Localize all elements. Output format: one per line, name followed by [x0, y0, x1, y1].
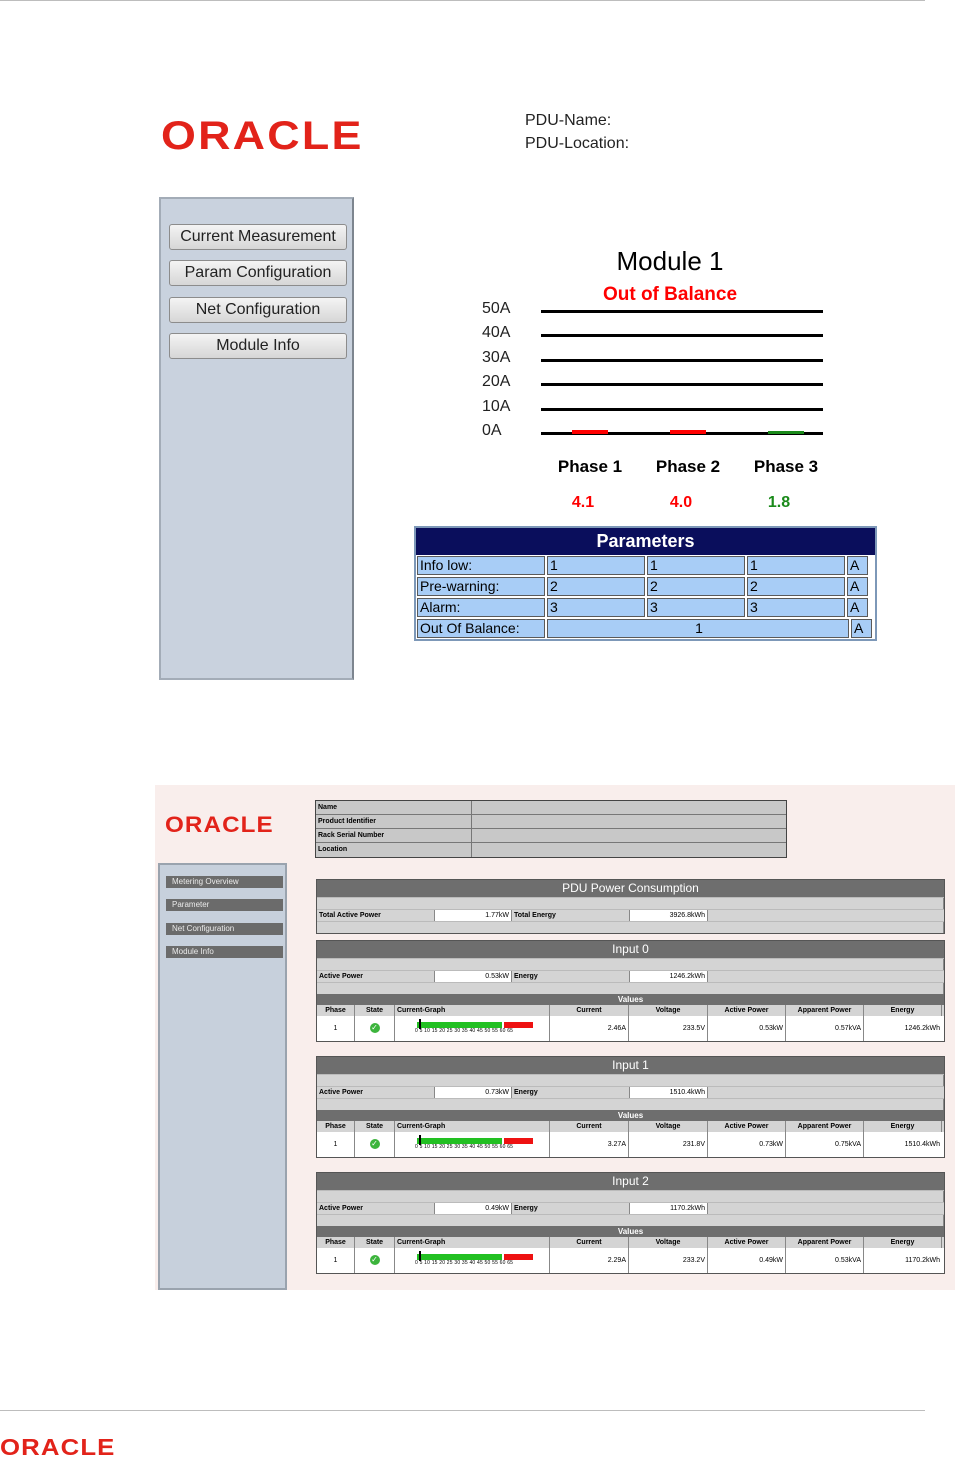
oracle-footer-logo: ORACLE [0, 1434, 116, 1458]
info-location-label: Location [316, 843, 472, 857]
oob-unit: A [851, 619, 872, 638]
phase-value: 4.0 [669, 494, 693, 511]
nav-metering-overview[interactable]: Metering Overview [166, 876, 283, 888]
values-row [317, 1248, 944, 1273]
bottom-rule [0, 1410, 925, 1411]
input-block [316, 1056, 945, 1158]
values-column-header: Current [550, 1237, 629, 1248]
apparent-power-cell: 0.53kVA [786, 1248, 864, 1273]
power-consumption-block [316, 879, 945, 934]
info-serial-label: Rack Serial Number [316, 829, 472, 842]
current-cell: 2.29A [550, 1248, 629, 1273]
values-column-header: Voltage [629, 1005, 708, 1016]
sidebar-small [158, 863, 287, 1290]
apparent-power-cell: 0.75kVA [786, 1132, 864, 1157]
oob-value[interactable]: 1 [547, 619, 849, 638]
energy-value: 1170.2kWh [630, 1203, 708, 1214]
energy-cell: 1510.4kWh [904, 1141, 940, 1148]
graph-scale: 0 5 10 15 20 25 30 35 40 45 50 55 60 65 [415, 1028, 514, 1034]
values-column-header: Phase [317, 1005, 355, 1016]
values-column-header: Apparent Power [786, 1121, 864, 1132]
grid-line [541, 359, 823, 362]
parameter-unit: A [847, 598, 868, 617]
voltage-cell: 233.2V [629, 1248, 708, 1273]
energy-cell: 1170.2kWh [905, 1257, 940, 1264]
values-column-header: Active Power [708, 1121, 786, 1132]
parameter-value[interactable]: 2 [747, 577, 845, 596]
info-product-label: Product Identifier [316, 815, 472, 828]
y-tick-label: 50A [482, 300, 511, 317]
values-column-header: Current-Graph [395, 1237, 550, 1248]
nav-module-info[interactable]: Module Info [166, 946, 283, 958]
total-energy-label: Total Energy [512, 910, 630, 921]
values-title: Values [317, 1226, 944, 1237]
voltage-cell: 233.5V [629, 1016, 708, 1041]
module-info-button[interactable]: Module Info [169, 333, 347, 359]
energy-value: 1246.2kWh [630, 971, 708, 982]
parameter-value[interactable]: 1 [547, 556, 645, 575]
values-column-header: Current-Graph [395, 1005, 550, 1016]
consumption-title: PDU Power Consumption [317, 880, 944, 897]
energy-value: 1510.4kWh [630, 1087, 708, 1098]
pdu-current-measurement-screenshot [155, 100, 885, 680]
parameter-value[interactable]: 1 [747, 556, 845, 575]
parameter-row [416, 597, 875, 618]
active-power-value: 0.49kW [435, 1203, 512, 1214]
grid-line [541, 383, 823, 386]
info-serial-value [472, 829, 786, 842]
y-tick-label: 20A [482, 373, 511, 391]
total-active-power-label: Total Active Power [317, 910, 435, 921]
info-name-label: Name [316, 801, 472, 814]
current-graph [395, 1016, 550, 1041]
oracle-logo: ORACLE [161, 114, 364, 158]
parameter-unit: A [847, 577, 868, 596]
active-power-value: 0.53kW [435, 971, 512, 982]
graph-scale: 0 5 10 15 20 25 30 35 40 45 50 55 60 65 [415, 1260, 514, 1266]
values-header [317, 1237, 944, 1248]
energy-cell: 1246.2kWh [904, 1025, 940, 1032]
parameter-value[interactable]: 3 [547, 598, 645, 617]
values-title: Values [317, 1110, 944, 1121]
y-tick-label: 40A [482, 324, 511, 342]
total-energy-value: 3926.8kWh [630, 910, 708, 921]
active-power-value: 0.73kW [435, 1087, 512, 1098]
values-column-header: Voltage [629, 1121, 708, 1132]
values-column-header: Energy [864, 1005, 942, 1016]
phase-label: Phase 1 [557, 457, 623, 476]
y-tick-label: 0A [482, 422, 502, 439]
values-column-header: Voltage [629, 1237, 708, 1248]
active-power-label: Active Power [317, 971, 435, 982]
current-graph [395, 1132, 550, 1157]
values-column-header: Energy [864, 1121, 942, 1132]
parameter-value[interactable]: 2 [647, 577, 745, 596]
input-title: Input 1 [317, 1057, 944, 1074]
values-column-header: Current [550, 1121, 629, 1132]
parameter-label: Alarm: [417, 598, 545, 617]
voltage-cell: 231.8V [629, 1132, 708, 1157]
values-header [317, 1005, 944, 1016]
values-column-header: Apparent Power [786, 1237, 864, 1248]
check-circle-icon: ✓ [371, 1139, 378, 1148]
phase-cell: 1 [317, 1132, 355, 1157]
info-location-value [472, 843, 786, 857]
grid-line [541, 334, 823, 337]
input-title: Input 0 [317, 941, 944, 958]
parameter-label: Pre-warning: [417, 577, 545, 596]
parameter-row [416, 576, 875, 597]
apparent-power-cell: 0.57kVA [786, 1016, 864, 1041]
sidebar [159, 197, 354, 680]
parameter-value[interactable]: 2 [547, 577, 645, 596]
info-name-value [472, 801, 786, 814]
input-block [316, 1172, 945, 1274]
values-column-header: Active Power [708, 1005, 786, 1016]
energy-label: Energy [512, 1203, 630, 1214]
oob-label: Out Of Balance: [417, 619, 545, 638]
oracle-logo-small: ORACLE [165, 812, 274, 837]
input-block [316, 940, 945, 1042]
input-summary-row [317, 970, 944, 982]
input-title: Input 2 [317, 1173, 944, 1190]
graph-scale: 0 5 10 15 20 25 30 35 40 45 50 55 60 65 [415, 1144, 514, 1150]
balance-status: Out of Balance [602, 284, 738, 305]
check-circle-icon: ✓ [371, 1255, 378, 1264]
parameter-unit: A [847, 556, 868, 575]
values-header [317, 1121, 944, 1132]
energy-label: Energy [512, 971, 630, 982]
oob-row [416, 618, 875, 639]
values-column-header: Current-Graph [395, 1121, 550, 1132]
values-column-header: State [355, 1121, 395, 1132]
values-column-header: Phase [317, 1121, 355, 1132]
phase-bar [572, 430, 608, 434]
energy-label: Energy [512, 1087, 630, 1098]
active-power-cell: 0.49kW [708, 1248, 786, 1273]
input-summary-row [317, 1202, 944, 1214]
parameter-label: Info low: [417, 556, 545, 575]
active-power-cell: 0.73kW [708, 1132, 786, 1157]
y-tick-label: 10A [482, 397, 511, 415]
input-summary-row [317, 1086, 944, 1098]
grid-line [541, 310, 823, 313]
values-column-header: Energy [864, 1237, 942, 1248]
values-row [317, 1132, 944, 1157]
info-product-value [472, 815, 786, 828]
phase-label: Phase 3 [753, 457, 819, 476]
values-column-header: State [355, 1237, 395, 1248]
current-measurement-button[interactable]: Current Measurement [169, 224, 347, 250]
nav-net-configuration[interactable]: Net Configuration [166, 923, 283, 935]
parameter-value[interactable]: 1 [647, 556, 745, 575]
phase-cell: 1 [317, 1016, 355, 1041]
consumption-row [317, 909, 944, 921]
phase-bar [670, 430, 706, 434]
current-graph [395, 1248, 550, 1273]
grid-line [541, 408, 823, 411]
values-title: Values [317, 994, 944, 1005]
net-configuration-button[interactable]: Net Configuration [169, 297, 347, 323]
param-configuration-button[interactable]: Param Configuration [169, 260, 347, 286]
top-rule [0, 0, 925, 1]
phase-value: 4.1 [571, 494, 595, 511]
parameter-row [416, 555, 875, 576]
current-cell: 2.46A [550, 1016, 629, 1041]
values-column-header: Active Power [708, 1237, 786, 1248]
y-tick-label: 30A [482, 348, 511, 366]
active-power-cell: 0.53kW [708, 1016, 786, 1041]
current-cell: 3.27A [550, 1132, 629, 1157]
pdu-metering-overview-screenshot [155, 785, 955, 1290]
total-active-power-value: 1.77kW [435, 910, 512, 921]
phase-label: Phase 2 [655, 457, 721, 476]
parameters-title: Parameters [416, 528, 875, 555]
parameter-value[interactable]: 3 [647, 598, 745, 617]
pdu-location-label: PDU-Location: [525, 135, 630, 152]
pdu-name-label: PDU-Name: [525, 112, 612, 129]
pdu-info-table [315, 800, 787, 858]
parameter-value[interactable]: 3 [747, 598, 845, 617]
values-row [317, 1016, 944, 1041]
active-power-label: Active Power [317, 1203, 435, 1214]
module-title: Module 1 [616, 246, 724, 276]
check-circle-icon: ✓ [371, 1023, 378, 1032]
phase-value: 1.8 [767, 494, 791, 511]
values-column-header: Current [550, 1005, 629, 1016]
phase-bar [768, 431, 804, 434]
values-column-header: State [355, 1005, 395, 1016]
values-column-header: Phase [317, 1237, 355, 1248]
parameters-table [414, 526, 877, 641]
active-power-label: Active Power [317, 1087, 435, 1098]
phase-cell: 1 [317, 1248, 355, 1273]
nav-parameter[interactable]: Parameter [166, 899, 283, 911]
values-column-header: Apparent Power [786, 1005, 864, 1016]
